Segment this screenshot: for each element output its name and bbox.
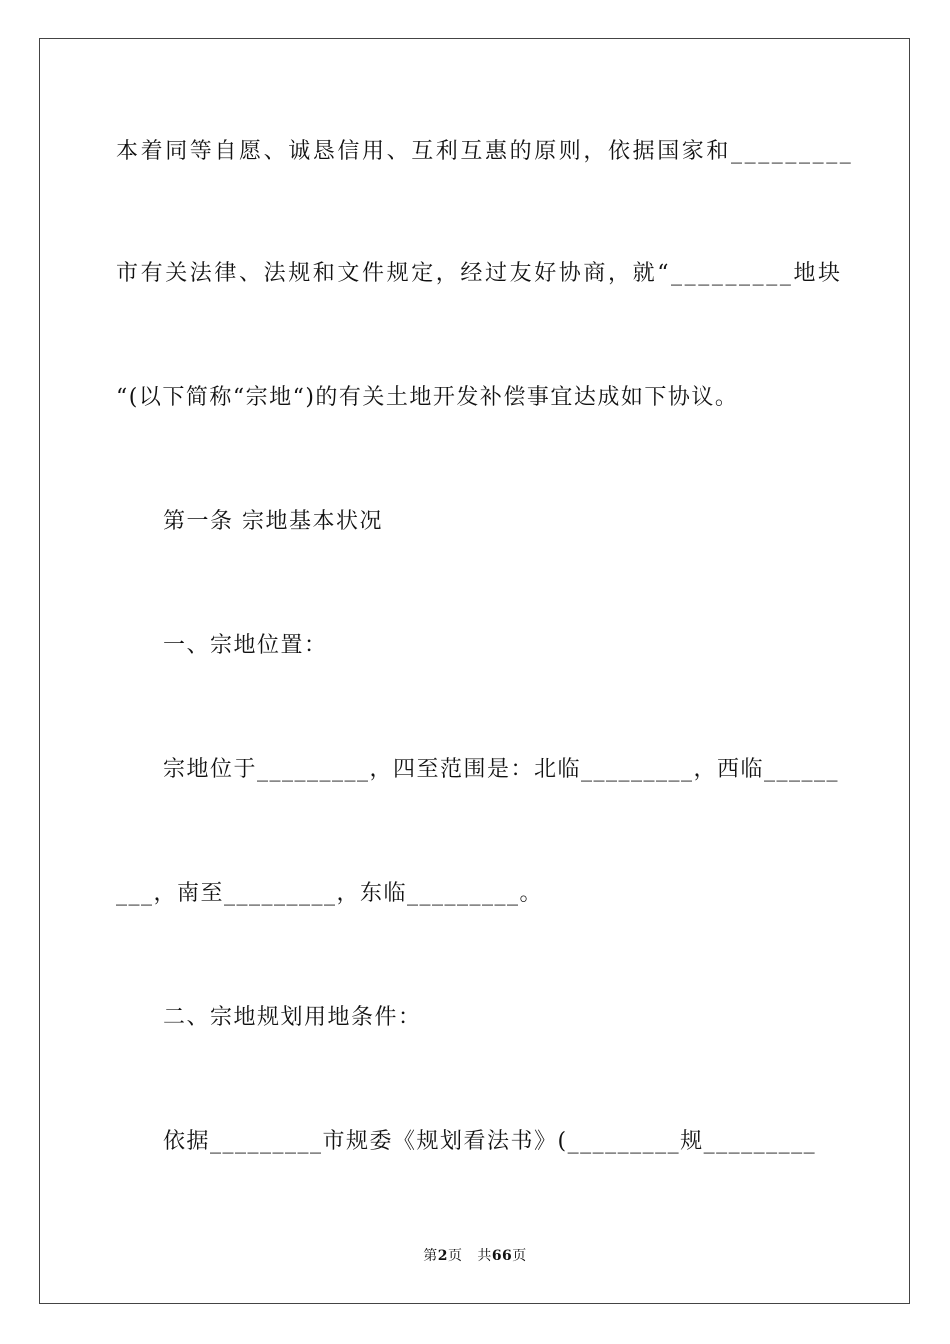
footer-total-label: 共 bbox=[477, 1248, 492, 1264]
footer-total-number: 66 bbox=[491, 1248, 513, 1264]
text-line-1: 本着同等自愿、诚恳信用、互利互惠的原则，依据国家和_________ bbox=[116, 139, 854, 164]
subheading-location: 一、宗地位置： bbox=[163, 633, 328, 658]
subheading-planning: 二、宗地规划用地条件： bbox=[163, 1005, 422, 1030]
footer-page-label: 第 bbox=[423, 1248, 438, 1264]
page-border bbox=[39, 38, 910, 1304]
text-line-2: 市有关法律、法规和文件规定，经过友好协商，就“_________地块 bbox=[116, 261, 843, 286]
footer-page-unit: 页 bbox=[447, 1248, 463, 1264]
footer-total-unit: 页 bbox=[512, 1248, 527, 1264]
text-line-planning: 依据_________市规委《规划看法书》(_________规_________ bbox=[163, 1129, 817, 1154]
text-line-boundaries: 宗地位于_________，四至范围是：北临_________，西临______ bbox=[163, 757, 840, 782]
text-line-3: “(以下简称“宗地“)的有关土地开发补偿事宜达成如下协议。 bbox=[116, 385, 739, 410]
section-heading: 第一条 宗地基本状况 bbox=[163, 509, 383, 534]
page-footer bbox=[0, 1246, 950, 1266]
footer-page-number: 2 bbox=[437, 1248, 448, 1264]
text-line-boundaries-cont: ___，南至_________，东临_________。 bbox=[116, 881, 544, 906]
